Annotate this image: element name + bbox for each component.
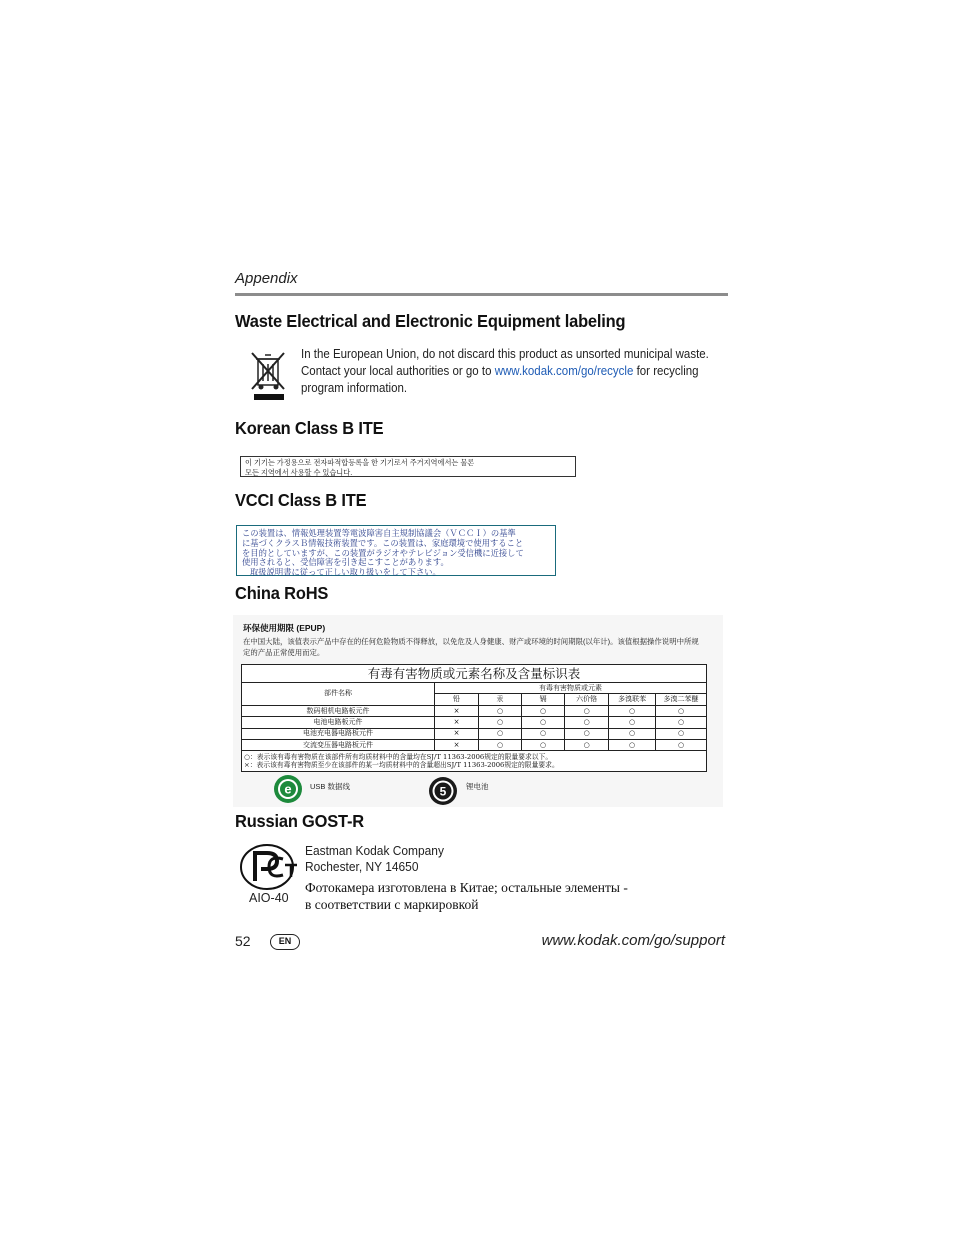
mark-cell: ○: [656, 740, 707, 751]
part-cell: 电池充电器电路板元件: [242, 728, 435, 739]
company-address: Rochester, NY 14650: [305, 859, 419, 874]
substance-header: 多溴二苯醚: [656, 694, 707, 705]
mark-cell: ○: [565, 717, 609, 728]
part-cell: 数码相机电路板元件: [242, 705, 435, 716]
mark-cell: ○: [565, 728, 609, 739]
mark-cell: ○: [656, 717, 707, 728]
mark-cell: ○: [609, 717, 656, 728]
mark-cell: ○: [479, 728, 522, 739]
vcci-line-2: に基づくクラスＢ情報技術装置です。この装置は、家庭環境で使用すること: [242, 537, 524, 548]
mark-cell: ○: [565, 740, 609, 751]
mark-cell: ○: [479, 717, 522, 728]
language-badge: EN: [270, 934, 300, 950]
mark-cell: ○: [522, 705, 565, 716]
mark-cell: ○: [522, 728, 565, 739]
epup-e-icon: [273, 774, 303, 804]
epup-years-number: 5: [439, 784, 447, 799]
substance-header: 镉: [522, 694, 565, 705]
table-row: [242, 705, 707, 716]
substance-header: 汞: [479, 694, 522, 705]
table-row: [242, 728, 707, 739]
mark-cell: ×: [435, 740, 479, 751]
russian-gost-heading: Russian GOST-R: [235, 811, 365, 831]
gost-r-mark-icon: [239, 843, 299, 891]
svg-text:e: e: [284, 781, 292, 797]
epup-title: 环保使用期限 (EPUP): [243, 623, 326, 633]
table-row: [242, 740, 707, 751]
vcci-line-1: この装置は、情報処理装置等電波障害自主規制協議会（ＶＣＣＩ）の基準: [242, 528, 516, 538]
korean-heading: Korean Class B ITE: [235, 418, 384, 438]
note-line-1: ○：表示该有毒有害物质在该部件所有均质材料中的含量均在SJ/T 11363-2006规定的限量要求以下。: [244, 752, 553, 761]
substance-header: 六价铬: [565, 694, 609, 705]
hazardous-substances-table: [241, 664, 707, 772]
table-row: [242, 717, 707, 728]
header-rule: [235, 293, 728, 296]
epup-5-icon: [428, 776, 458, 806]
substance-header: 多溴联苯: [609, 694, 656, 705]
substance-header: 铅: [435, 694, 479, 705]
mark-cell: ○: [522, 740, 565, 751]
gost-russian-statement: [305, 879, 628, 913]
russian-line-1: Фотокамера изготовлена в Китае; остальные элементы -: [305, 880, 628, 895]
support-url[interactable]: www.kodak.com/go/support: [541, 932, 725, 949]
part-name-header: 部件名称: [242, 683, 435, 706]
mark-cell: ×: [435, 728, 479, 739]
section-label: Appendix: [235, 270, 298, 287]
gost-manufacturer: [305, 843, 444, 875]
mark-cell: ○: [609, 740, 656, 751]
vcci-heading: VCCI Class B ITE: [235, 490, 367, 510]
mark-cell: ○: [565, 705, 609, 716]
korean-notice-box: [240, 456, 576, 477]
mark-cell: ○: [522, 717, 565, 728]
vcci-line-4: 使用されると、受信障害を引き起こすことがあります。: [242, 557, 449, 568]
korean-line-2: 모든 지역에서 사용할 수 있습니다.: [245, 467, 353, 477]
company-name: Eastman Kodak Company: [305, 843, 444, 858]
china-rohs-heading: China RoHS: [235, 583, 329, 603]
mark-cell: ○: [479, 705, 522, 716]
vcci-line-3: を目的としていますが、この装置がラジオやテレビジョン受信機に近接して: [242, 547, 524, 558]
epup-usb-label: USB 数据线: [310, 782, 351, 791]
epup-description: 在中国大陆，该值表示产品中存在的任何危险物质不得释放，以免危及人身健康、财产或环境的时间期限(以年计)。该值根据操作说明中所规定的产品正常使用而定。: [243, 637, 699, 657]
mark-cell: ○: [656, 705, 707, 716]
korean-line-1: 이 기기는 가정용으로 전자파적합등록을 한 기기로서 주거지역에서는 물론: [245, 458, 475, 467]
vcci-line-5: 取扱説明書に従って正しい取り扱いをして下さい。: [250, 567, 441, 578]
mark-cell: ○: [656, 728, 707, 739]
note-line-2: ×：表示该有毒有害物质至少在该部件的某一均质材料中的含量超出SJ/T 11363-2006规定的限量要求。: [244, 761, 559, 770]
mark-cell: ○: [609, 705, 656, 716]
part-cell: 交流变压器电路板元件: [242, 740, 435, 751]
epup-battery-label: 锂电池: [466, 782, 489, 791]
mark-cell: ×: [435, 705, 479, 716]
table-note: [242, 751, 707, 772]
page-number: 52: [235, 933, 251, 949]
part-cell: 电池电路板元件: [242, 717, 435, 728]
vcci-notice-box: [236, 525, 556, 576]
recycle-link[interactable]: www.kodak.com/go/recycle: [494, 363, 634, 378]
weee-text-end: for recycling program information.: [301, 363, 699, 395]
table-title: 有毒有害物质或元素名称及含量标识表: [242, 665, 707, 683]
crossed-out-wheelie-bin-icon: [249, 349, 287, 403]
russian-line-2: в соответствии с маркировкой: [305, 897, 479, 912]
substance-group-header: 有毒有害物质或元素: [435, 683, 707, 694]
weee-description: [301, 346, 717, 396]
weee-text-start: In the European Union, do not discard this product as unsorted municipal waste. Contact your local authorities or go to: [301, 347, 709, 378]
weee-heading: Waste Electrical and Electronic Equipment labeling: [235, 311, 626, 331]
mark-cell: ○: [479, 740, 522, 751]
mark-cell: ○: [609, 728, 656, 739]
mark-cell: ×: [435, 717, 479, 728]
gost-model-code: AIO-40: [249, 891, 289, 905]
